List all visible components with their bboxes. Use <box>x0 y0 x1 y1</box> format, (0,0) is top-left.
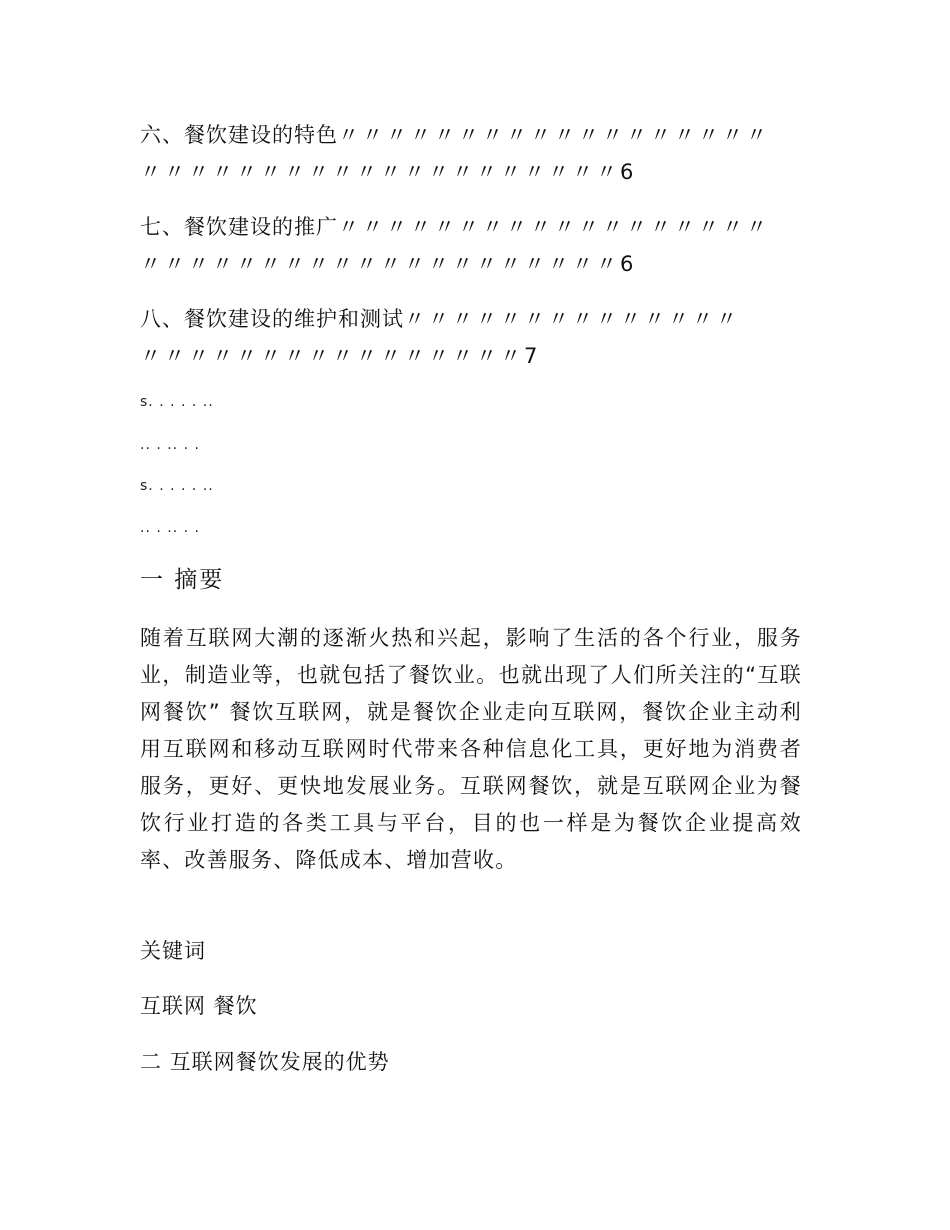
toc-line-1 <box>140 117 800 154</box>
dotted-fragment: s. . . . . .. <box>140 394 214 410</box>
toc-line-2 <box>140 154 800 191</box>
toc-line-1 <box>140 209 800 246</box>
toc-entry-6[interactable] <box>140 117 800 191</box>
toc-entry-8[interactable] <box>140 301 800 375</box>
toc-title: 八、餐饮建设的维护和测试 <box>140 307 404 331</box>
toc-page-number: 7 <box>524 344 538 368</box>
toc-title: 七、餐饮建设的推广 <box>140 215 338 239</box>
section-heading-abstract: 一 摘要 <box>140 567 225 593</box>
toc-page-number: 6 <box>620 160 634 184</box>
toc-line-2 <box>140 338 800 375</box>
abstract-paragraph: 随着互联网大潮的逐渐火热和兴起，影响了生活的各个行业，服务业，制造业等，也就包括了餐饮业。也就出现了人们所关注的“互联网餐饮” 餐饮互联网，就是餐饮企业走向互联网，餐饮企业主动利用互联网和移动互联网时代带来各种信息化工具，更好地为消费者服务，更好、更快地发展业务。互联网餐饮，就是互联网企业为餐饮行业打造的各类工具与平台，目的也一样是为餐饮企业提高效率、改善服务、降低成本、增加营收。 <box>140 626 802 872</box>
toc-leader-dots: 〃〃〃〃〃〃〃〃〃〃〃〃〃〃〃〃〃〃 <box>338 123 770 147</box>
dotted-fragment: .. . .. . . <box>140 437 200 453</box>
dotted-fragment: s. . . . . .. <box>140 478 214 494</box>
toc-line-2 <box>140 246 800 283</box>
toc-page-number: 6 <box>620 252 634 276</box>
section-heading-advantages: 二 互联网餐饮发展的优势 <box>140 1050 390 1074</box>
toc-leader-dots: 〃〃〃〃〃〃〃〃〃〃〃〃〃〃 <box>404 307 740 331</box>
keywords-value: 互联网 餐饮 <box>140 994 258 1018</box>
toc-entry-7[interactable] <box>140 209 800 283</box>
keywords-label: 关键词 <box>140 939 206 963</box>
toc-leader-dots: 〃〃〃〃〃〃〃〃〃〃〃〃〃〃〃〃〃〃〃〃 <box>140 160 620 184</box>
toc-leader-dots: 〃〃〃〃〃〃〃〃〃〃〃〃〃〃〃〃〃〃〃〃 <box>140 252 620 276</box>
toc-title: 六、餐饮建设的特色 <box>140 123 338 147</box>
dotted-fragment: .. . .. . . <box>140 520 200 536</box>
toc-leader-dots: 〃〃〃〃〃〃〃〃〃〃〃〃〃〃〃〃 <box>140 344 524 368</box>
toc-leader-dots: 〃〃〃〃〃〃〃〃〃〃〃〃〃〃〃〃〃〃 <box>338 215 770 239</box>
toc-line-1 <box>140 301 800 338</box>
